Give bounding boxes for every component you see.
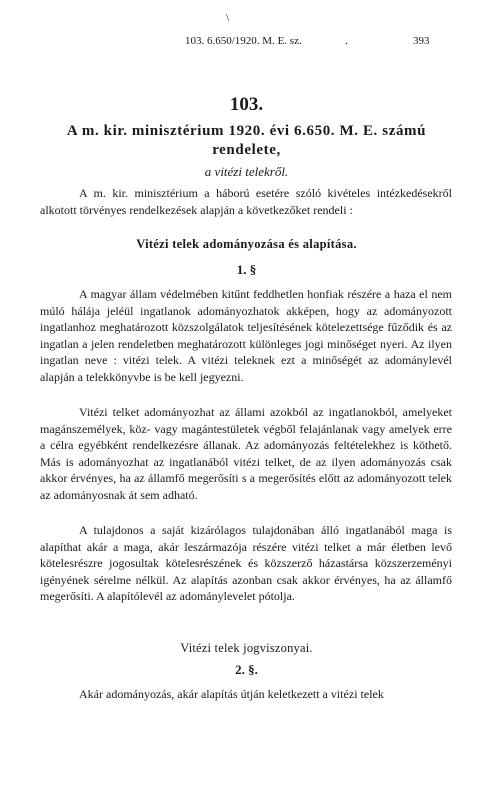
margin-mark: \ [226,12,230,24]
section-2-paragraph-1: Akár adományozás, akár alapítás útján keletkezett a vitézi telek [79,687,384,701]
header-dot: . [345,35,348,47]
running-header [0,35,493,51]
decree-subtitle: a vitézi telekről. [204,164,289,179]
section-1-label: 1. § [236,262,257,277]
intro-paragraph: A m. kir. minisztérium a háború esetére szóló kivételes intézkedésekről alkotott törvényes rendelkezések alapján a következőket rendeli : [40,186,452,217]
decree-title: A m. kir. minisztérium 1920. évi 6.650. M. E. számú rendelete, [66,123,427,158]
section-1-paragraph-1: A magyar állam védelmében kitűnt feddhetlen honfiak részére a haza el nem múló hálája jeléül ingatlanok adományozhatok akképen, hogy az adományozott ingatlanhoz meghatározott közszolgálatok teljesítésének kötelezettsége fűződik és az ingatlan a jelen rendeletben meghatározott különleges jogi minőséget nyeri. Az ilyen ingatlan neve : vitézi telek. A vitézi teleknek ezt a minőségét az adománylevél alapján a telekkönyvbe is be kell jegyezni. [40,287,452,384]
page-number: 393 [413,35,430,47]
decree-number: 103. [229,94,264,115]
section-1-paragraph-3: A tulajdonos a saját kizárólagos tulajdonában álló ingatlanából maga is alapíthat akár a maga, akár leszármazója részére vitézi telket a már életben levő kötelesrészre jogosultak kötelesrészének és közszerző házastársa közszerzeményi igényének sérelme nélkül. Az alapítás azonban csak akkor érvényes, ha az államfő megerősíti. A alapítólevél az adománylevelet pótolja. [40,523,452,604]
section-1-paragraph-2: Vitézi telket adományozhat az állami azokból az ingatlanokból, amelyeket magánszemélyek, köz- vagy magántestületek végből felajánlanak vagy amelyek erre a célra egyébként rendelkezésre állanak. Az adományozás feltételekhez is köthető. Más is adományozhat az ingatlanából vitézi telket, de az ilyen adományozás csak akkor érvényes, ha az államfő megerősíti s a megerősítés előtt az adományozott telek az adományosnak át sem adható. [40,405,452,502]
running-title: 103. 6.650/1920. M. E. sz. [185,35,302,47]
section-heading-legal-relations: Vitézi telek jogviszonyai. [180,641,313,655]
section-2-label: 2. §. [235,662,258,677]
section-heading-grant: Vitézi telek adományozása és alapítása. [136,237,357,251]
